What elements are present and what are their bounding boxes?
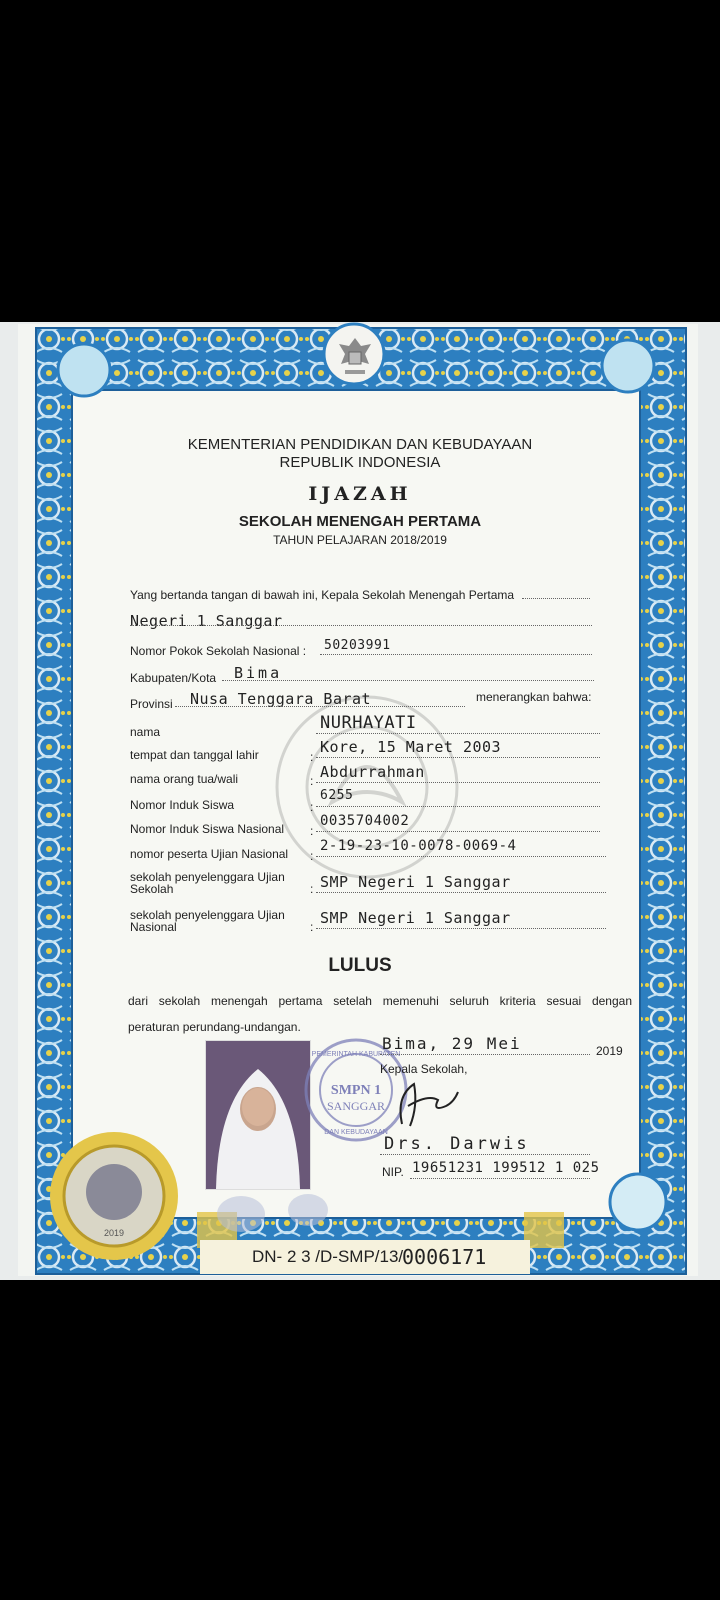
- sekolah-us-label-2: Sekolah: [130, 882, 174, 896]
- nama-value: NURHAYATI: [320, 713, 417, 733]
- colon: :: [310, 750, 314, 764]
- dotted-line: [316, 928, 606, 929]
- document-title: IJAZAH: [308, 483, 412, 505]
- dotted-line: [316, 757, 600, 758]
- npsn-value: 50203991: [324, 638, 391, 653]
- stamp-text-mid: SMPN 1: [330, 1083, 382, 1098]
- stamp-text-top: PEMERINTAH KABUPATEN: [311, 1051, 401, 1058]
- dotted-line: [320, 654, 592, 655]
- provinsi-label: Provinsi: [130, 697, 173, 711]
- dotted-line: [175, 706, 465, 707]
- colon: :: [310, 920, 314, 934]
- nip-value: 19651231 199512 1 025: [412, 1160, 600, 1176]
- peserta-label: nomor peserta Ujian Nasional: [130, 847, 289, 861]
- nisn-label: Nomor Induk Siswa Nasional: [130, 822, 285, 836]
- menerangkan-label: menerangkan bahwa:: [476, 690, 592, 704]
- dotted-line: [522, 598, 590, 599]
- hologram-seal: [44, 1130, 186, 1264]
- stamp-text-low: SANGGAR: [326, 1099, 386, 1113]
- dotted-line: [316, 806, 600, 807]
- kabupaten-label: Kabupaten/Kota: [130, 671, 217, 685]
- intro-statement: [130, 588, 514, 602]
- colon: :: [310, 882, 314, 896]
- signatory-name: Drs. Darwis: [384, 1134, 530, 1154]
- colon: :: [310, 849, 314, 863]
- ttl-value: Kore, 15 Maret 2003: [320, 738, 502, 756]
- sekolah-un-label-2: Nasional: [130, 920, 177, 934]
- sekolah-us-label-1: sekolah penyelenggara Ujian: [130, 870, 285, 884]
- colon: :: [310, 800, 314, 814]
- stamp-text-bottom: DAN KEBUDAYAAN: [324, 1129, 388, 1136]
- dotted-line: [316, 856, 606, 857]
- dotted-line: [316, 782, 600, 783]
- sekolah-us-value: SMP Negeri 1 Sanggar: [320, 873, 511, 891]
- academic-year: TAHUN PELAJARAN 2018/2019: [273, 533, 447, 547]
- dotted-line: [130, 625, 592, 626]
- colon: :: [310, 824, 314, 838]
- serial-prefix: DN- 2 3 /D-SMP/13/: [252, 1247, 404, 1266]
- nisn-value: 0035704002: [320, 813, 410, 829]
- ortu-value: Abdurrahman: [320, 763, 425, 781]
- serial-number: 0006171: [402, 1245, 487, 1269]
- result-status: LULUS: [328, 955, 392, 976]
- student-portrait: [206, 1041, 310, 1189]
- school-name-value: Negeri 1 Sanggar: [130, 612, 283, 630]
- ministry-line-2: REPUBLIK INDONESIA: [279, 454, 441, 471]
- ttl-label: tempat dan tanggal lahir: [130, 748, 259, 762]
- ministry-line-1: KEMENTERIAN PENDIDIKAN DAN KEBUDAYAAN: [187, 436, 533, 453]
- sekolah-un-label-1: sekolah penyelenggara Ujian: [130, 908, 285, 922]
- nis-label: Nomor Induk Siswa: [130, 798, 235, 812]
- nip-label: NIP.: [382, 1165, 404, 1179]
- dotted-line: [380, 1054, 590, 1055]
- sign-place-date: Bima, 29 Mei: [382, 1034, 522, 1053]
- sign-year: 2019: [596, 1044, 623, 1058]
- nis-value: 6255: [320, 788, 354, 803]
- ortu-label: nama orang tua/wali: [130, 772, 239, 786]
- signature-scribble: [388, 1076, 468, 1132]
- dotted-line: [380, 1154, 590, 1155]
- dotted-line: [316, 733, 600, 734]
- peserta-value: 2-19-23-10-0078-0069-4: [320, 838, 517, 854]
- thumbprint-marks: [196, 1188, 346, 1234]
- provinsi-value: Nusa Tenggara Barat: [190, 690, 372, 708]
- intro-statement-text: Yang bertanda tangan di bawah ini, Kepala Sekolah Menengah Pertama: [130, 588, 515, 602]
- npsn-label: Nomor Pokok Sekolah Nasional :: [130, 644, 307, 658]
- dotted-line: [410, 1178, 590, 1179]
- serial-box: [200, 1240, 530, 1274]
- student-photo: [205, 1040, 311, 1190]
- dotted-line: [316, 831, 600, 832]
- result-line-1: dari sekolah menengah pertama setelah memenuhi seluruh kriteria sesuai dengan: [128, 994, 632, 1008]
- kabupaten-value: Bima: [234, 664, 283, 682]
- nama-label: nama: [130, 725, 161, 739]
- garuda-emblem-icon: [335, 334, 375, 378]
- colon: :: [310, 774, 314, 788]
- dotted-line: [222, 680, 594, 681]
- sekolah-un-value: SMP Negeri 1 Sanggar: [320, 909, 511, 927]
- sign-position: Kepala Sekolah,: [380, 1062, 468, 1076]
- dotted-line: [316, 892, 606, 893]
- school-level: SEKOLAH MENENGAH PERTAMA: [238, 513, 482, 530]
- seal-year: 2019: [103, 1228, 125, 1238]
- result-line-2: peraturan perundang-undangan.: [128, 1020, 301, 1034]
